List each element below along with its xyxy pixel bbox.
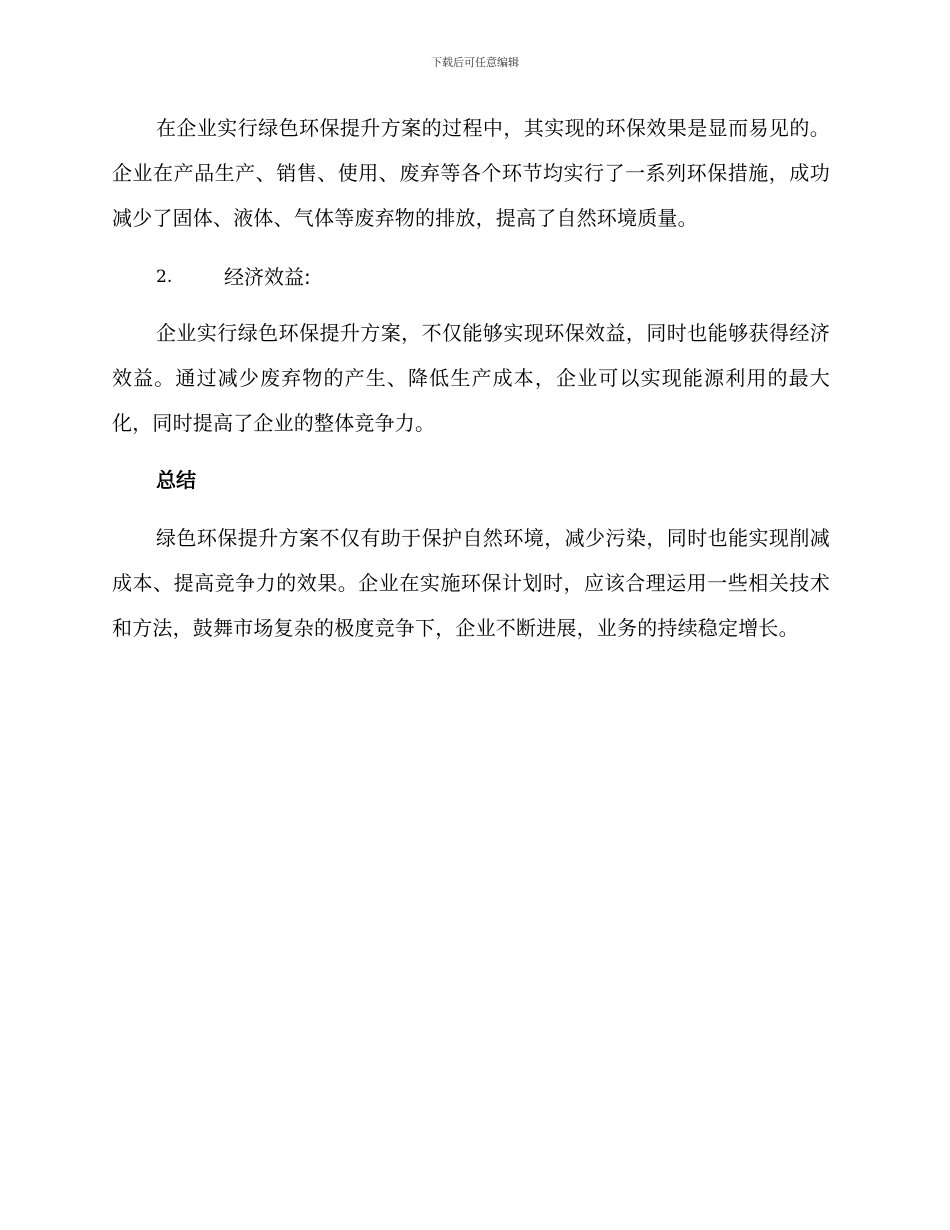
paragraph-economic-benefit: 企业实行绿色环保提升方案，不仅能够实现环保效益，同时也能够获得经济效益。通过减少废弃物的产生、降低生产成本，企业可以实现能源利用的最大化，同时提高了企业的整体竞争力。 xyxy=(112,321,830,435)
page-header-note: 下载后可任意编辑 xyxy=(431,56,519,69)
list-item-economic-benefit xyxy=(156,260,311,294)
section-heading-summary: 总结 xyxy=(156,468,196,492)
paragraph-summary: 绿色环保提升方案不仅有助于保护自然环境，减少污染，同时也能实现削减成本、提高竞争力的效果。企业在实施环保计划时，应该合理运用一些相关技术和方法，鼓舞市场复杂的极度竞争下，企业不断进展，业务的持续稳定增长。 xyxy=(112,526,830,640)
list-item-label: 经济效益: xyxy=(224,265,311,289)
paragraph-environmental-effect: 在企业实行绿色环保提升方案的过程中，其实现的环保效果是显而易见的。企业在产品生产、销售、使用、废弃等各个环节均实行了一系列环保措施，成功减少了固体、液体、气体等废弃物的排放，提高了自然环境质量。 xyxy=(112,116,830,230)
list-item-number: 2. xyxy=(156,267,173,287)
